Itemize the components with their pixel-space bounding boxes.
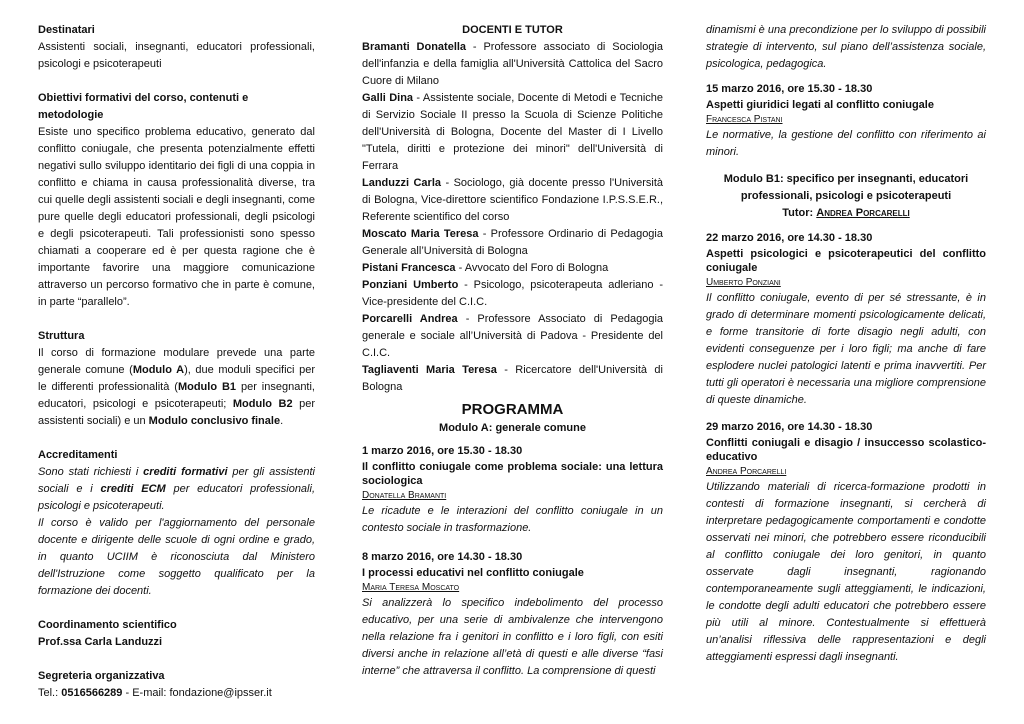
lecture-item [362, 549, 663, 680]
lecture-title: Aspetti psicologici e psicoterapeutici del conflitto coniugale [706, 248, 986, 274]
lecture-item [706, 419, 986, 666]
docente-description: - Assistente sociale, Docente di Metodi e Tecniche di Servizio Sociale II presso la Scuola di Scienze Politiche dell'Università di Bologna, Docente del Master di I Livello "Tutela, diritti e protezione dei minori" dell'Università di Ferrara [362, 92, 663, 172]
lecture-description: Le normative, la gestione del conflitto con riferimento ai minori. [706, 129, 986, 158]
modulo-a-label: Modulo A [132, 364, 185, 376]
accreditamenti-validity: Il corso è valido per l'aggiornamento del personale docente e dirigente delle scuole di ogni ordine e grado, in quanto UCIIM è riconosciuta dal Ministero dell'Istruzione come soggetto qualificato per la formazione dei docenti. [38, 517, 315, 597]
docente-description: - Sociologo, già docente presso l'Università di Bologna, Vice-direttore scientifico Fondazione I.P.S.S.E.R., Referente scientifico del corso [362, 177, 663, 223]
lecture-description: Le ricadute e le interazioni del conflitto coniugale in un contesto sociale in trasformazione. [362, 505, 663, 534]
lecture-speaker: Umberto Ponziani [706, 277, 781, 288]
obiettivi-text: Esiste uno specifico problema educativo, generato dal conflitto coniugale, che presenta potenzialmente effetti negativi sullo sviluppo identitario dei figli di una coppia in conflitto e chiama in causa professionalità diverse, tra cui quelle degli assistenti sociali e degli insegnanti, come pure quelle degli educatori professionali, degli psicologi e degli psicoterapeuti. Tali professionisti sono spesso chiamati a cooperare ed è per questa ragione che è importante favorire una maggiore comunicazione attraverso un percorso formativo che in parte è comune, in parte “parallelo”. [38, 126, 315, 308]
docente-description: - Professore associato di Sociologia dell'infanzia e della famiglia all'Università Cattolica del Sacro Cuore di Milano [362, 41, 663, 87]
docente-description: - Professore Ordinario di Pedagogia Generale all’Università di Bologna [362, 228, 663, 257]
obiettivi-heading: Obiettivi formativi del corso, contenuti e metodologie [38, 92, 249, 121]
docente-name: Pistani Francesca [362, 262, 456, 274]
programma-title: PROGRAMMA [461, 401, 564, 418]
docente-entry [362, 90, 663, 175]
lecture-title: Il conflitto coniugale come problema sociale: una lettura sociologica [362, 461, 663, 487]
struttura-section [38, 328, 315, 430]
lecture-speaker: Donatella Bramanti [362, 490, 447, 501]
lecture-item [362, 443, 663, 537]
lecture-description: Utilizzando materiali di ricerca-formazione prodotti in contesti di formazione insegnanti, si cercherà di interpretare pedagogicamente comportamenti e condotte osservati nei minori, che potrebbero essere riconducibili al conflitto coniugale dei loro genitori, in quanto osservate dagli insegnanti, ragionando contemporaneamente sugli atteggiamenti, le indicazioni, le condotte degli adulti educatori che potrebbero essere più utili al minore. Contestualmente si effettuerà un’analisi riflessiva delle rappresentazioni e degli atteggiamenti espressi dagli insegnanti. [706, 481, 986, 663]
coordinamento-section [38, 617, 315, 651]
lecture-date: 8 marzo 2016, ore 14.30 - 18.30 [362, 551, 523, 563]
lecture-speaker: Andrea Porcarelli [706, 466, 787, 477]
lecture-speaker: Francesca Pistani [706, 114, 783, 125]
modulo-b2-label: Modulo B2 [232, 398, 293, 410]
lecture-description: Il conflitto coniugale, evento di per sé stressante, è in grado di determinare momenti psicologicamente delicati, e forme transitorie di forte disagio negli adulti, con evidenti conseguenze per i loro figli; ma anche di fare esplodere nuclei patologici latenti e prima inavvertiti. Per tutti gli operatori è necessaria una migliore comprensione di queste dinamiche. [706, 292, 986, 406]
modulo-a-heading: Modulo A: generale comune [439, 422, 586, 434]
lecture-title: Conflitti coniugali e disagio / insuccesso scolastico-educativo [706, 437, 986, 463]
docente-description: - Avvocato del Foro di Bologna [455, 262, 609, 274]
lecture-date: 15 marzo 2016, ore 15.30 - 18.30 [706, 83, 873, 95]
destinatari-section [38, 22, 315, 73]
docenti-heading: DOCENTI E TUTOR [462, 24, 563, 36]
docenti-list [362, 39, 663, 396]
docente-entry [362, 311, 663, 362]
column-2 [362, 22, 663, 680]
destinatari-heading: Destinatari [38, 24, 95, 36]
lecture-item [706, 81, 986, 161]
modulo-a-lectures [362, 443, 663, 680]
docente-name: Tagliaventi Maria Teresa [362, 364, 497, 376]
coordinamento-heading: Coordinamento scientifico [38, 619, 177, 631]
segreteria-heading: Segreteria organizzativa [38, 670, 165, 682]
docente-description: - Ricercatore dell'Università di Bologna [362, 364, 663, 393]
docente-name: Porcarelli Andrea [362, 313, 458, 325]
column-3 [706, 22, 986, 666]
docente-entry [362, 175, 663, 226]
docente-name: Moscato Maria Teresa [362, 228, 479, 240]
column-1 [38, 22, 315, 702]
lecture-date: 22 marzo 2016, ore 14.30 - 18.30 [706, 232, 873, 244]
docente-entry [362, 39, 663, 90]
modulo-b1-heading: Modulo B1: specifico per insegnanti, educatori professionali, psicologi e psicoterapeuti [723, 173, 969, 202]
docente-entry [362, 362, 663, 396]
modulo-b1-label: Modulo B1 [177, 381, 237, 393]
lecture-date: 1 marzo 2016, ore 15.30 - 18.30 [362, 445, 523, 457]
docente-entry [362, 226, 663, 260]
crediti-formativi: crediti formativi [143, 466, 228, 478]
struttura-heading: Struttura [38, 330, 85, 342]
email-address[interactable]: - E-mail: fondazione@ipsser.it [122, 687, 272, 699]
destinatari-text: Assistenti sociali, insegnanti, educatori professionali, psicologi e psicoterapeuti [38, 41, 315, 70]
struttura-text: Il corso di formazione modulare prevede una parte generale comune (Modulo A), due moduli specifici per le differenti professionalità (Modulo B1 per insegnanti, educatori, psicologi e psicoterapeuti; Modulo B2 per assistenti sociali) e un Modulo conclusivo finale. [38, 347, 315, 427]
tutor-name: Andrea Porcarelli [816, 207, 910, 219]
tutor-line: Tutor: Andrea Porcarelli [782, 207, 910, 219]
obiettivi-section [38, 90, 315, 311]
accreditamenti-section [38, 447, 315, 600]
segreteria-section [38, 668, 315, 702]
docente-name: Ponziani Umberto [362, 279, 459, 291]
lecture-item [706, 230, 986, 409]
crediti-ecm: crediti ECM [100, 483, 166, 495]
phone-number: 0516566289 [61, 687, 123, 699]
lecture-title: I processi educativi nel conflitto coniugale [362, 567, 584, 579]
docente-name: Bramanti Donatella [362, 41, 467, 53]
docente-entry [362, 277, 663, 311]
lecture-date: 29 marzo 2016, ore 14.30 - 18.30 [706, 421, 873, 433]
lecture-continued-text: dinamismi è una precondizione per lo sviluppo di possibili strategie di intervento, sul piano dell’assistenza sociale, psicologica, pedagogica. [706, 24, 986, 70]
docente-description: - Professore Associato di Pedagogia generale e sociale all’Università di Padova - Presidente del C.I.C. [362, 313, 664, 359]
docente-name: Galli Dina [362, 92, 414, 104]
lecture-description: Si analizzerà lo specifico indebolimento del processo educativo, per una serie di ambivalenze che intervengono nella relazione fra i genitori in conflitto e i loro figli, con esiti diversi anche in relazione all’età di questi e alle diverse “fasi interne” che attraversa il conflitto. La comprensione di questi [362, 597, 663, 677]
accreditamenti-text: Sono stati richiesti i crediti formativi per gli assistenti sociali e i crediti ECM per educatori professionali, psicologi e psicoterapeuti. [38, 466, 315, 512]
lecture-title: Aspetti giuridici legati al conflitto coniugale [706, 99, 934, 111]
docente-name: Landuzzi Carla [362, 177, 442, 189]
accreditamenti-heading: Accreditamenti [38, 449, 118, 461]
segreteria-contacts: Tel.: 0516566289 - E-mail: fondazione@ipsser.it [38, 687, 272, 699]
docente-entry [362, 260, 663, 277]
coordinatore-name: Prof.ssa Carla Landuzzi [38, 636, 163, 648]
modulo-finale-label: Modulo conclusivo finale [148, 415, 281, 427]
lecture-speaker: Maria Teresa Moscato [362, 582, 460, 593]
docente-description: - Psicologo, psicoterapeuta adleriano - Vice-presidente del C.I.C. [362, 279, 663, 308]
